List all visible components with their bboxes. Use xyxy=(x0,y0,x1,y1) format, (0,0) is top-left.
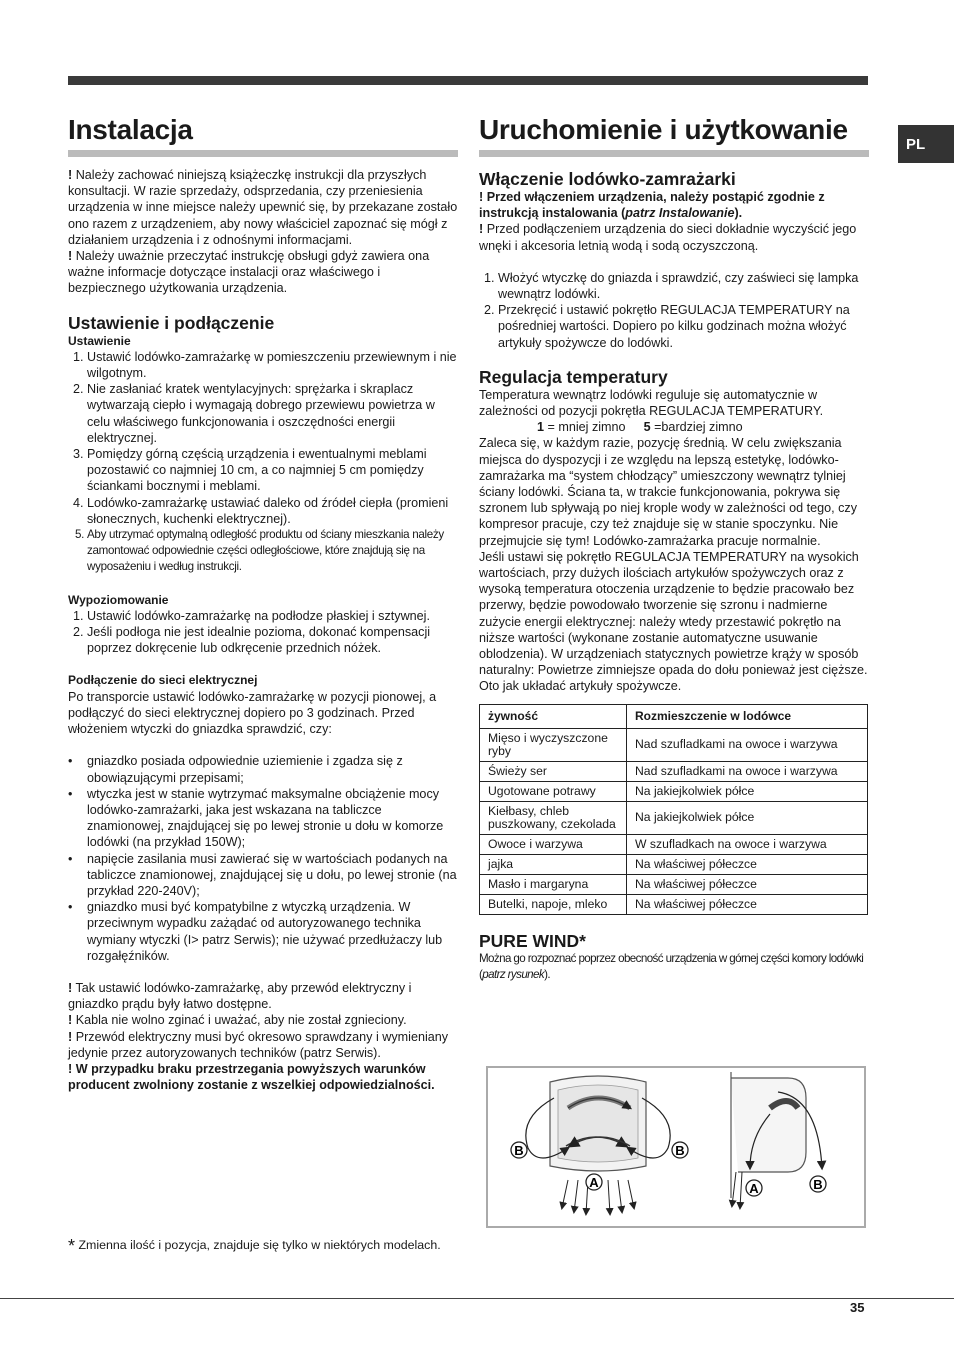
table-cell: Nad szufladkami na owoce i warzywa xyxy=(627,728,868,761)
table-cell: Ugotowane potrawy xyxy=(480,781,627,801)
label-a-front xyxy=(586,1174,602,1190)
pure-wind-text xyxy=(479,951,869,983)
warning-4: ! W przypadku braku przestrzegania powyższych warunków producent zwolniony zostanie z wszelkiej odpowiedzialności. xyxy=(68,1061,435,1093)
table-header: żywność xyxy=(480,704,627,728)
list-item: 4. Lodówko-zamrażarkę ustawiać daleko od źródeł ciepła (promieni słonecznych, kuchenki elektrycznej). xyxy=(87,495,458,527)
instruction-ref: patrz Instalowanie xyxy=(625,206,735,221)
table-cell: jajka xyxy=(480,854,627,874)
label-b-left xyxy=(511,1142,527,1158)
electrical-checklist xyxy=(68,753,458,964)
list-item: 1. Ustawić lodówko-zamrażarkę w pomieszczeniu przewiewnym i nie wilgotnym. xyxy=(87,349,458,381)
instruction-text: ! Przed włączeniem urządzenia, należy postąpić zgodnie z instrukcją instalowania ( xyxy=(479,190,825,221)
cleaning-note xyxy=(479,221,869,253)
placement-list xyxy=(68,349,458,576)
list-item: • gniazdko posiada odpowiednie uziemienie i zgadza się z obowiązującymi przepisami; xyxy=(87,753,458,785)
footnote-text: Zmienna ilość i pozycja, znajduje się tylko w niektórych modelach. xyxy=(75,1238,441,1252)
table-row xyxy=(480,854,868,874)
section-title-setup: Ustawienie i podłączenie xyxy=(68,312,275,333)
table-header-row xyxy=(480,704,868,728)
table-row xyxy=(480,834,868,854)
table-cell: Mięso i wyczyszczone ryby xyxy=(480,728,627,761)
subhead-electrical: Podłączenie do sieci elektrycznej xyxy=(68,673,258,688)
bottom-rule xyxy=(0,1298,954,1299)
dial-max-text: =bardziej zimno xyxy=(650,420,743,435)
table-cell: Masło i margaryna xyxy=(480,874,627,894)
switch-on-instruction xyxy=(479,189,869,221)
dial-scale xyxy=(479,419,869,435)
svg-text:B: B xyxy=(675,1143,685,1158)
section-title-pure-wind: PURE WIND* xyxy=(479,930,586,951)
left-column xyxy=(68,112,458,1093)
table-row xyxy=(480,894,868,914)
svg-text:B: B xyxy=(813,1177,823,1192)
dial-max-value: 5 xyxy=(643,420,651,435)
table-cell: Na właściwej półeczce xyxy=(627,894,868,914)
exclamation-mark: ! xyxy=(68,980,73,995)
table-cell: Świeży ser xyxy=(480,761,627,781)
table-cell: Nad szufladkami na owoce i warzywa xyxy=(627,761,868,781)
list-item: 3. Pomiędzy górną częścią urządzenia i ewentualnymi meblami pozostawić co najmniej 10 cm, a co najmniej 5 cm pomiędzy ściankami bocznymi i meblami. xyxy=(87,446,458,495)
exclamation-mark: ! xyxy=(68,1029,73,1044)
section-title-switch-on: Włączenie lodówko-zamrażarki xyxy=(479,169,736,189)
warning-text: Kabla nie wolno zginać i uważać, aby nie został zgnieciony. xyxy=(72,1013,407,1028)
list-item: 1. Ustawić lodówko-zamrażarkę na podłodze płaskiej i sztywnej. xyxy=(87,608,458,624)
svg-text:A: A xyxy=(589,1175,599,1190)
table-row xyxy=(480,874,868,894)
instruction-text-end: ). xyxy=(734,206,743,221)
table-cell: W szufladkach na owoce i warzywa xyxy=(627,834,868,854)
temperature-text-1: Temperatura wewnątrz lodówki reguluje się automatycznie w zależności od pozycji pokrętła REGULACJA TEMPERATURY. xyxy=(479,387,824,419)
pure-wind-figure xyxy=(486,1066,866,1228)
temperature-text-3: Jeśli ustawi się pokrętło REGULACJA TEMPERATURY na wysokich wartościach, przy dużych ilościach artykułów spożywczych oraz z wysoką temperatura otoczenia urządzenie to będzie pracowało bez przerwy, będzie powodowało tworzenie się szronu i nadmierne zużycie energii elektrycznej: należy wtedy przestawić pokrętło na niższe wartości (wykonane zostanie automatyczne usuwanie oblodzenia). W urządzeniach statycznych powietrze krąży w sposób naturalny: Powietrze zimniejsze opada do dołu ponieważ jest cięższe. Oto jak układać artykuły spożywcze. xyxy=(479,549,868,694)
label-a-side xyxy=(746,1180,762,1196)
footnote xyxy=(68,1237,448,1254)
language-tab-label: PL xyxy=(906,135,926,153)
pure-wind-text-main: Można go rozpoznać poprzez obecność urządzenia w górnej części komory lodówki ( xyxy=(479,951,864,981)
section-title-temperature: Regulacja temperatury xyxy=(479,366,668,387)
label-b-side xyxy=(810,1176,826,1192)
table-header: Rozmieszczenie w lodówce xyxy=(627,704,868,728)
warning-text: Przewód elektryczny musi być okresowo sprawdzany i wymieniany jedynie przez autoryzowanych techników (patrz Serwis). xyxy=(68,1029,449,1060)
table-row xyxy=(480,781,868,801)
subhead-placement: Ustawienie xyxy=(68,333,131,348)
table-row xyxy=(480,728,868,761)
list-item: 2. Nie zasłaniać kratek wentylacyjnych: sprężarka i skraplacz wytwarzają ciepło i wymagają dobrego przewiewu powietrza w celu właściwego funkcjonowania i oszczędności energii elektrycznej. xyxy=(87,381,458,446)
intro-text-2: Należy uważnie przeczytać instrukcję obsługi gdyż zawiera ona ważne informacje dotyczące instalacji oraz właściwego i bezpiecznego użytkowania urządzenia. xyxy=(68,249,430,296)
svg-text:A: A xyxy=(749,1181,759,1196)
leveling-list xyxy=(68,608,458,657)
pure-wind-text-end: ). xyxy=(544,967,550,981)
list-item: 5. Aby utrzymać optymalną odległość produktu od ściany mieszkania należy zamontować odpowiednie części odległościowe, które znajdują się na wyposażeniu i według instrukcji. xyxy=(87,527,458,576)
page-number: 35 xyxy=(850,1300,865,1315)
warning-2 xyxy=(68,1012,458,1028)
list-item: • wtyczka jest w stanie wytrzymać maksymalne obciążenie mocy lodówko-zamrażarki, jaka jest wskazana na tabliczce znamionowej, znajdującej się po lewej stronie u dołu w komorze lodówki (na przykład 150W); xyxy=(87,786,458,851)
pure-wind-diagram xyxy=(488,1068,864,1226)
food-placement-table xyxy=(479,704,868,915)
list-item: • napięcie zasilania musi zawierać się w wartościach podanych na tabliczce znamionowej, znajdującej się u dołu, po lewej stronie (na przykład 220-240V); xyxy=(87,851,458,900)
table-cell: Na jakiejkolwiek półce xyxy=(627,781,868,801)
fan-unit-front-view xyxy=(526,1076,670,1214)
installation-title: Instalacja xyxy=(68,112,458,157)
table-row xyxy=(480,761,868,781)
switch-on-steps xyxy=(479,270,869,351)
table-cell: Owoce i warzywa xyxy=(480,834,627,854)
usage-title: Uruchomienie i użytkowanie xyxy=(479,112,869,157)
list-item: 1. Włożyć wtyczkę do gniazda i sprawdzić, czy zaświeci się lampka wewnątrz lodówki. xyxy=(498,270,869,302)
exclamation-mark: ! xyxy=(68,249,73,264)
list-item: 2. Jeśli podłoga nie jest idealnie pozioma, dokonać kompensacji poprzez dokręcenie lub odkręcenie przednich nóżek. xyxy=(87,624,458,656)
exclamation-mark: ! xyxy=(68,168,73,182)
warning-text: Tak ustawić lodówko-zamrażarkę, aby przewód elektryczny i gniazdko prądu były łatwo dostępne. xyxy=(68,980,412,1012)
dial-min-text: = mniej zimno xyxy=(544,420,626,435)
intro-text-1: Należy zachować niniejszą książeczkę instrukcji dla przyszłych konsultacji. W razie sprzedaży, odsprzedania, czy przeniesienia urządzenia w inne miejsce należy upewnić się, by przekazane zostało ono razem z urządzeniem, aby nowy właściciel zapoznać się mógł z działaniem urządzenia i z odnośnymi informacjami. xyxy=(68,168,458,247)
table-cell: Kiełbasy, chleb puszkowany, czekolada xyxy=(480,801,627,834)
table-row xyxy=(480,801,868,834)
table-cell: Butelki, napoje, mleko xyxy=(480,894,627,914)
cleaning-text: Przed podłączeniem urządzenia do sieci dokładnie wyczyścić jego wnęki i akcesoria letnią wodą i sodą oczyszczoną. xyxy=(479,222,857,253)
table-cell: Na jakiejkolwiek półce xyxy=(627,801,868,834)
warning-1 xyxy=(68,980,458,1012)
subhead-leveling: Wypoziomowanie xyxy=(68,592,169,607)
dial-min-value: 1 xyxy=(537,420,545,435)
figure-ref: patrz rysunek xyxy=(482,967,545,981)
temperature-text-2: Zaleca się, w każdym razie, pozycję średnią. W celu zwiększania miejsca do dyspozycji i ze względu na lepszą estetykę, lodówko-zamrażarka ma “system chłodzący” umieszczony wewnątrz tylniej ściany lodówki. Ściana ta, w trakcie funkcjonowania, pokrywa się szronem lub spływają po niej krople wody w zależności od tego, czy kompresor pracuje, czy też znajduje się w stanie spoczynku. Nie przejmujcie się tym! Lodówko-zamrażarka pracuje normalnie. xyxy=(479,436,857,548)
exclamation-mark: ! xyxy=(479,222,484,237)
warning-3 xyxy=(68,1029,458,1061)
electrical-text: Po transporcie ustawić lodówko-zamrażarkę w pozycji pionowej, a podłączyć do sieci elektrycznej dopiero po 3 godzinach. Przed włożeniem wtyczki do gniazdka sprawdzić, czy: xyxy=(68,689,437,737)
language-tab xyxy=(898,125,954,163)
fan-unit-side-view xyxy=(731,1072,822,1208)
svg-text:B: B xyxy=(514,1143,524,1158)
exclamation-mark: ! xyxy=(68,1013,73,1028)
table-cell: Na właściwej półeczce xyxy=(627,874,868,894)
table-cell: Na właściwej półeczce xyxy=(627,854,868,874)
right-column xyxy=(479,112,869,983)
list-item: • gniazdko musi być kompatybilne z wtyczką urządzenia. W przeciwnym wypadku zażądać od autoryzowanego technika wymiany wtyczki (I> patrz Serwis); nie używać przedłużaczy lub rozgałęźników. xyxy=(87,899,458,964)
label-b-right xyxy=(672,1142,688,1158)
list-item: 2. Przekręcić i ustawić pokrętło REGULACJA TEMPERATURY na pośredniej wartości. Dopiero po kilku godzinach można włożyć artykuły spożywcze do lodówki. xyxy=(498,302,869,351)
intro-paragraph-1 xyxy=(68,167,458,248)
intro-paragraph-2 xyxy=(68,248,458,297)
footnote-asterisk: * xyxy=(68,1236,76,1256)
top-rule xyxy=(68,76,868,85)
